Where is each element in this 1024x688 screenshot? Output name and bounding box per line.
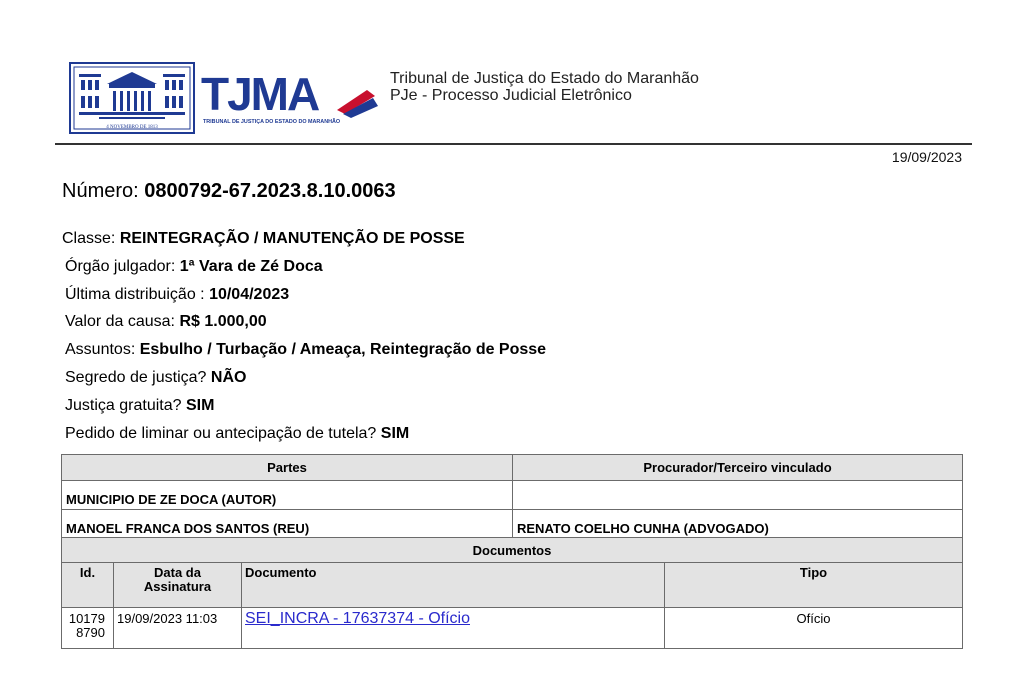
header-data-assinatura bbox=[114, 563, 242, 608]
logo-caption: 4 NOVEMBRO DE 1813 bbox=[106, 125, 158, 130]
doc-type: Ofício bbox=[665, 608, 963, 649]
field-valor-causa bbox=[62, 312, 546, 340]
party-cell: MANOEL FRANCA DOS SANTOS (REU) bbox=[62, 510, 513, 539]
documents-title: Documentos bbox=[62, 538, 963, 563]
header-data-assinatura-label: Data da Assinatura bbox=[143, 565, 212, 594]
field-label: Última distribuição : bbox=[65, 285, 205, 303]
field-label: Segredo de justiça? bbox=[65, 368, 207, 386]
field-assuntos bbox=[62, 340, 546, 368]
header-id: Id. bbox=[62, 563, 114, 608]
field-segredo-justica bbox=[62, 368, 546, 396]
logo-subtitle: TRIBUNAL DE JUSTIÇA DO ESTADO DO MARANHÃO bbox=[203, 119, 341, 125]
doc-name bbox=[242, 608, 665, 649]
header-procurador: Procurador/Terceiro vinculado bbox=[513, 455, 963, 481]
process-fields bbox=[62, 229, 546, 451]
field-classe bbox=[62, 229, 546, 257]
documents-header-row bbox=[62, 563, 963, 608]
tjma-logo bbox=[69, 62, 379, 138]
field-pedido-liminar bbox=[62, 424, 546, 452]
system-name: PJe - Processo Judicial Eletrônico bbox=[390, 87, 632, 104]
field-label: Classe: bbox=[62, 230, 116, 247]
field-value: R$ 1.000,00 bbox=[179, 313, 267, 331]
logo-wordmark: TJMA bbox=[201, 68, 319, 120]
table-row bbox=[62, 608, 963, 649]
doc-date: 19/09/2023 11:03 bbox=[114, 608, 242, 649]
courthouse-emblem-icon bbox=[69, 62, 379, 138]
field-label: Valor da causa: bbox=[65, 313, 175, 331]
process-number-label: Número: bbox=[62, 180, 139, 202]
field-label: Justiça gratuita? bbox=[65, 396, 182, 414]
doc-id-value: 10179 8790 bbox=[68, 611, 105, 640]
field-ultima-distribuicao bbox=[62, 285, 546, 313]
print-date: 19/09/2023 bbox=[891, 149, 962, 165]
field-value: 10/04/2023 bbox=[209, 285, 290, 303]
field-label: Pedido de liminar ou antecipação de tutela? bbox=[65, 424, 377, 442]
field-value: SIM bbox=[380, 424, 410, 442]
field-value: NÃO bbox=[210, 368, 247, 386]
field-label: Órgão julgador: bbox=[65, 257, 176, 275]
field-label: Assuntos: bbox=[65, 341, 136, 359]
documents-title-row bbox=[62, 538, 963, 563]
court-name: Tribunal de Justiça do Estado do Maranhão bbox=[390, 70, 699, 87]
table-row bbox=[62, 510, 963, 539]
parties-table bbox=[61, 454, 963, 539]
attorney-cell bbox=[513, 481, 963, 510]
court-header bbox=[390, 70, 699, 104]
field-value: REINTEGRAÇÃO / MANUTENÇÃO DE POSSE bbox=[119, 230, 465, 247]
field-value: Esbulho / Turbação / Ameaça, Reintegração de Posse bbox=[139, 341, 547, 359]
attorney-cell: RENATO COELHO CUNHA (ADVOGADO) bbox=[513, 510, 963, 539]
field-value: 1ª Vara de Zé Doca bbox=[179, 257, 323, 275]
documents-table bbox=[61, 537, 963, 649]
party-cell: MUNICIPIO DE ZE DOCA (AUTOR) bbox=[62, 481, 513, 510]
field-orgao-julgador bbox=[62, 257, 546, 285]
field-value: SIM bbox=[185, 396, 215, 414]
doc-id bbox=[62, 608, 114, 649]
table-row bbox=[62, 481, 963, 510]
header-documento: Documento bbox=[242, 563, 665, 608]
header-tipo: Tipo bbox=[665, 563, 963, 608]
header-partes: Partes bbox=[62, 455, 513, 481]
document-link[interactable]: SEI_INCRA - 17637374 - Ofício bbox=[245, 610, 470, 627]
parties-header-row bbox=[62, 455, 963, 481]
process-number bbox=[62, 180, 396, 203]
header-divider bbox=[55, 143, 972, 145]
field-justica-gratuita bbox=[62, 396, 546, 424]
process-number-value: 0800792-67.2023.8.10.0063 bbox=[144, 180, 396, 202]
